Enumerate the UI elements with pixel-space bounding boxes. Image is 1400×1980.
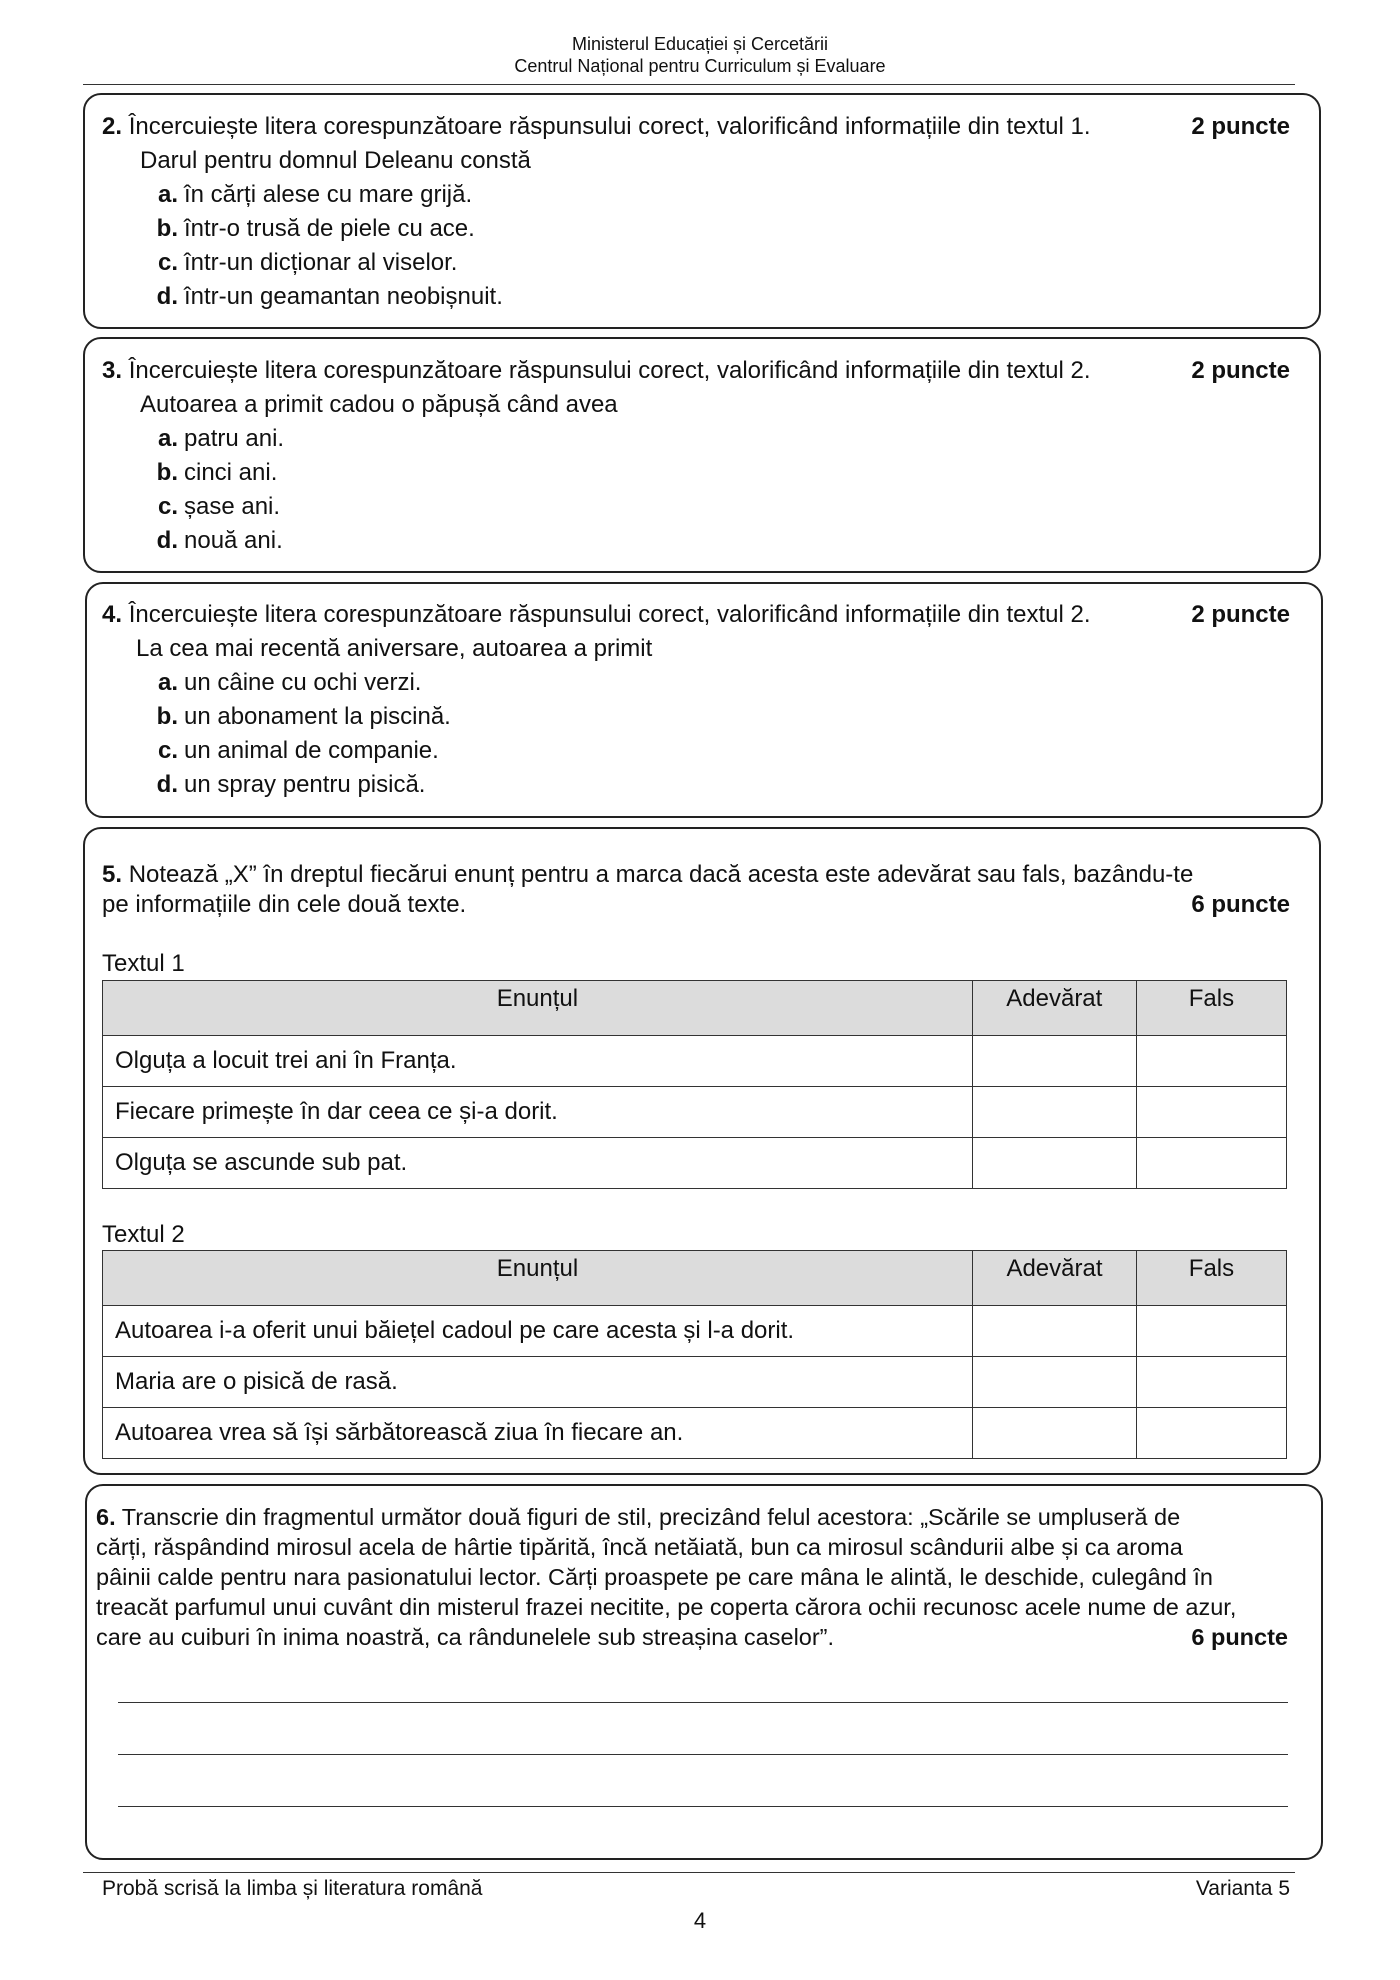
true-answer-cell[interactable] bbox=[972, 1036, 1136, 1087]
question-5-points: 6 puncte bbox=[1191, 891, 1290, 918]
question-4-points: 2 puncte bbox=[1191, 601, 1290, 628]
question-4-option-d[interactable]: d. un spray pentru pisică. bbox=[156, 771, 426, 798]
footer-variant: Varianta 5 bbox=[1195, 1877, 1290, 1900]
column-true: Adevărat bbox=[973, 1251, 1137, 1306]
table-2-label: Textul 2 bbox=[102, 1221, 185, 1248]
question-2-points: 2 puncte bbox=[1191, 113, 1290, 140]
table-2-header-row bbox=[103, 1251, 1287, 1306]
question-2-stem: Darul pentru domnul Deleanu constă bbox=[140, 147, 531, 174]
column-statement: Enunțul bbox=[103, 981, 973, 1036]
true-answer-cell[interactable] bbox=[972, 1087, 1136, 1138]
statement-cell: Fiecare primește în dar ceea ce și-a dorit. bbox=[103, 1087, 973, 1138]
question-3-stem: Autoarea a primit cadou o păpușă când avea bbox=[140, 391, 618, 418]
question-2-option-d[interactable]: d. într-un geamantan neobișnuit. bbox=[156, 283, 503, 310]
question-2-option-b[interactable]: b. într-o trusă de piele cu ace. bbox=[156, 215, 475, 242]
false-answer-cell[interactable] bbox=[1136, 1306, 1286, 1357]
statement-cell: Maria are o pisică de rasă. bbox=[103, 1357, 973, 1408]
true-answer-cell[interactable] bbox=[973, 1408, 1137, 1459]
question-2-option-a[interactable]: a. în cărți alese cu mare grijă. bbox=[157, 181, 473, 208]
question-5-instruction-line-1: 5. Notează „X” în dreptul fiecărui enunț pentru a marca dacă acesta este adevărat sau fals, bazându-te bbox=[102, 861, 1194, 888]
question-4-stem: La cea mai recentă aniversare, autoarea a primit bbox=[136, 635, 653, 662]
question-4-option-b[interactable]: b. un abonament la piscină. bbox=[156, 703, 451, 730]
header-ministry: Ministerul Educației și Cercetării bbox=[571, 34, 829, 54]
footer-exam-title: Probă scrisă la limba și literatura română bbox=[102, 1877, 483, 1900]
table-1-header-row bbox=[103, 981, 1287, 1036]
question-3-option-a[interactable]: a. patru ani. bbox=[157, 425, 285, 452]
header-divider bbox=[83, 84, 1295, 85]
question-6-line-2: cărți, răspândind mirosul acela de hârtie tipărită, încă netăiată, bun ca mirosul scândurii albe și ca aroma bbox=[96, 1534, 1183, 1560]
table-row bbox=[103, 1357, 1287, 1408]
question-4-option-c[interactable]: c. un animal de companie. bbox=[157, 737, 439, 764]
question-4-option-a[interactable]: a. un câine cu ochi verzi. bbox=[157, 669, 422, 696]
table-row bbox=[103, 1408, 1287, 1459]
question-6-line-4: treacăt parfumul unui cuvânt din misterul frazei necitite, pe coperta cărora ochii recunosc acele nume de azur, bbox=[96, 1594, 1237, 1620]
statement-cell: Olguța a locuit trei ani în Franța. bbox=[103, 1036, 973, 1087]
true-answer-cell[interactable] bbox=[973, 1306, 1137, 1357]
column-statement: Enunțul bbox=[103, 1251, 973, 1306]
false-answer-cell[interactable] bbox=[1136, 1408, 1286, 1459]
table-row bbox=[103, 1087, 1287, 1138]
question-2-instruction: 2. Încercuiește litera corespunzătoare răspunsului corect, valorificând informațiile din textul 1. bbox=[102, 113, 1091, 140]
question-3-option-c[interactable]: c. șase ani. bbox=[157, 493, 281, 520]
page-number: 4 bbox=[693, 1908, 707, 1933]
table-row bbox=[103, 1036, 1287, 1087]
true-false-table-2 bbox=[102, 1250, 1287, 1459]
false-answer-cell[interactable] bbox=[1136, 1087, 1286, 1138]
column-false: Fals bbox=[1136, 981, 1286, 1036]
table-row bbox=[103, 1306, 1287, 1357]
question-6-points: 6 puncte bbox=[1191, 1624, 1288, 1650]
answer-line-2[interactable] bbox=[118, 1754, 1288, 1755]
statement-cell: Olguța se ascunde sub pat. bbox=[103, 1138, 973, 1189]
page-header bbox=[0, 33, 1400, 77]
table-1-label: Textul 1 bbox=[102, 950, 185, 977]
footer-divider bbox=[83, 1872, 1295, 1873]
question-3-option-d[interactable]: d. nouă ani. bbox=[156, 527, 283, 554]
question-3-option-b[interactable]: b. cinci ani. bbox=[156, 459, 278, 486]
question-6-line-3: pâinii calde pentru nara pasionatului lector. Cărți proaspete pe care mâna le alintă, le deschide, culegând în bbox=[96, 1564, 1213, 1590]
table-row bbox=[103, 1138, 1287, 1189]
question-5-instruction-line-2: pe informațiile din cele două texte. bbox=[102, 891, 467, 918]
column-false: Fals bbox=[1136, 1251, 1286, 1306]
false-answer-cell[interactable] bbox=[1136, 1357, 1286, 1408]
question-3-instruction: 3. Încercuiește litera corespunzătoare răspunsului corect, valorificând informațiile din textul 2. bbox=[102, 357, 1091, 384]
answer-line-3[interactable] bbox=[118, 1806, 1288, 1807]
statement-cell: Autoarea i-a oferit unui băiețel cadoul pe care acesta și l-a dorit. bbox=[103, 1306, 973, 1357]
answer-line-1[interactable] bbox=[118, 1702, 1288, 1703]
header-center: Centrul Național pentru Curriculum și Evaluare bbox=[514, 56, 886, 76]
question-3-points: 2 puncte bbox=[1191, 357, 1290, 384]
question-6-text bbox=[96, 1502, 1288, 1652]
question-6-line-1: 6. Transcrie din fragmentul următor două figuri de stil, precizând felul acestora: „Scările se umpluseră de bbox=[96, 1504, 1181, 1530]
true-answer-cell[interactable] bbox=[973, 1357, 1137, 1408]
true-answer-cell[interactable] bbox=[972, 1138, 1136, 1189]
true-false-table-1 bbox=[102, 980, 1287, 1189]
column-true: Adevărat bbox=[972, 981, 1136, 1036]
statement-cell: Autoarea vrea să își sărbătorească ziua în fiecare an. bbox=[103, 1408, 973, 1459]
question-2-option-c[interactable]: c. într-un dicționar al viselor. bbox=[157, 249, 458, 276]
false-answer-cell[interactable] bbox=[1136, 1036, 1286, 1087]
question-6-line-5: care au cuiburi în inima noastră, ca rândunelele sub streașina caselor”. 6 puncte bbox=[96, 1624, 1288, 1650]
false-answer-cell[interactable] bbox=[1136, 1138, 1286, 1189]
question-4-instruction: 4. Încercuiește litera corespunzătoare răspunsului corect, valorificând informațiile din textul 2. bbox=[102, 601, 1091, 628]
